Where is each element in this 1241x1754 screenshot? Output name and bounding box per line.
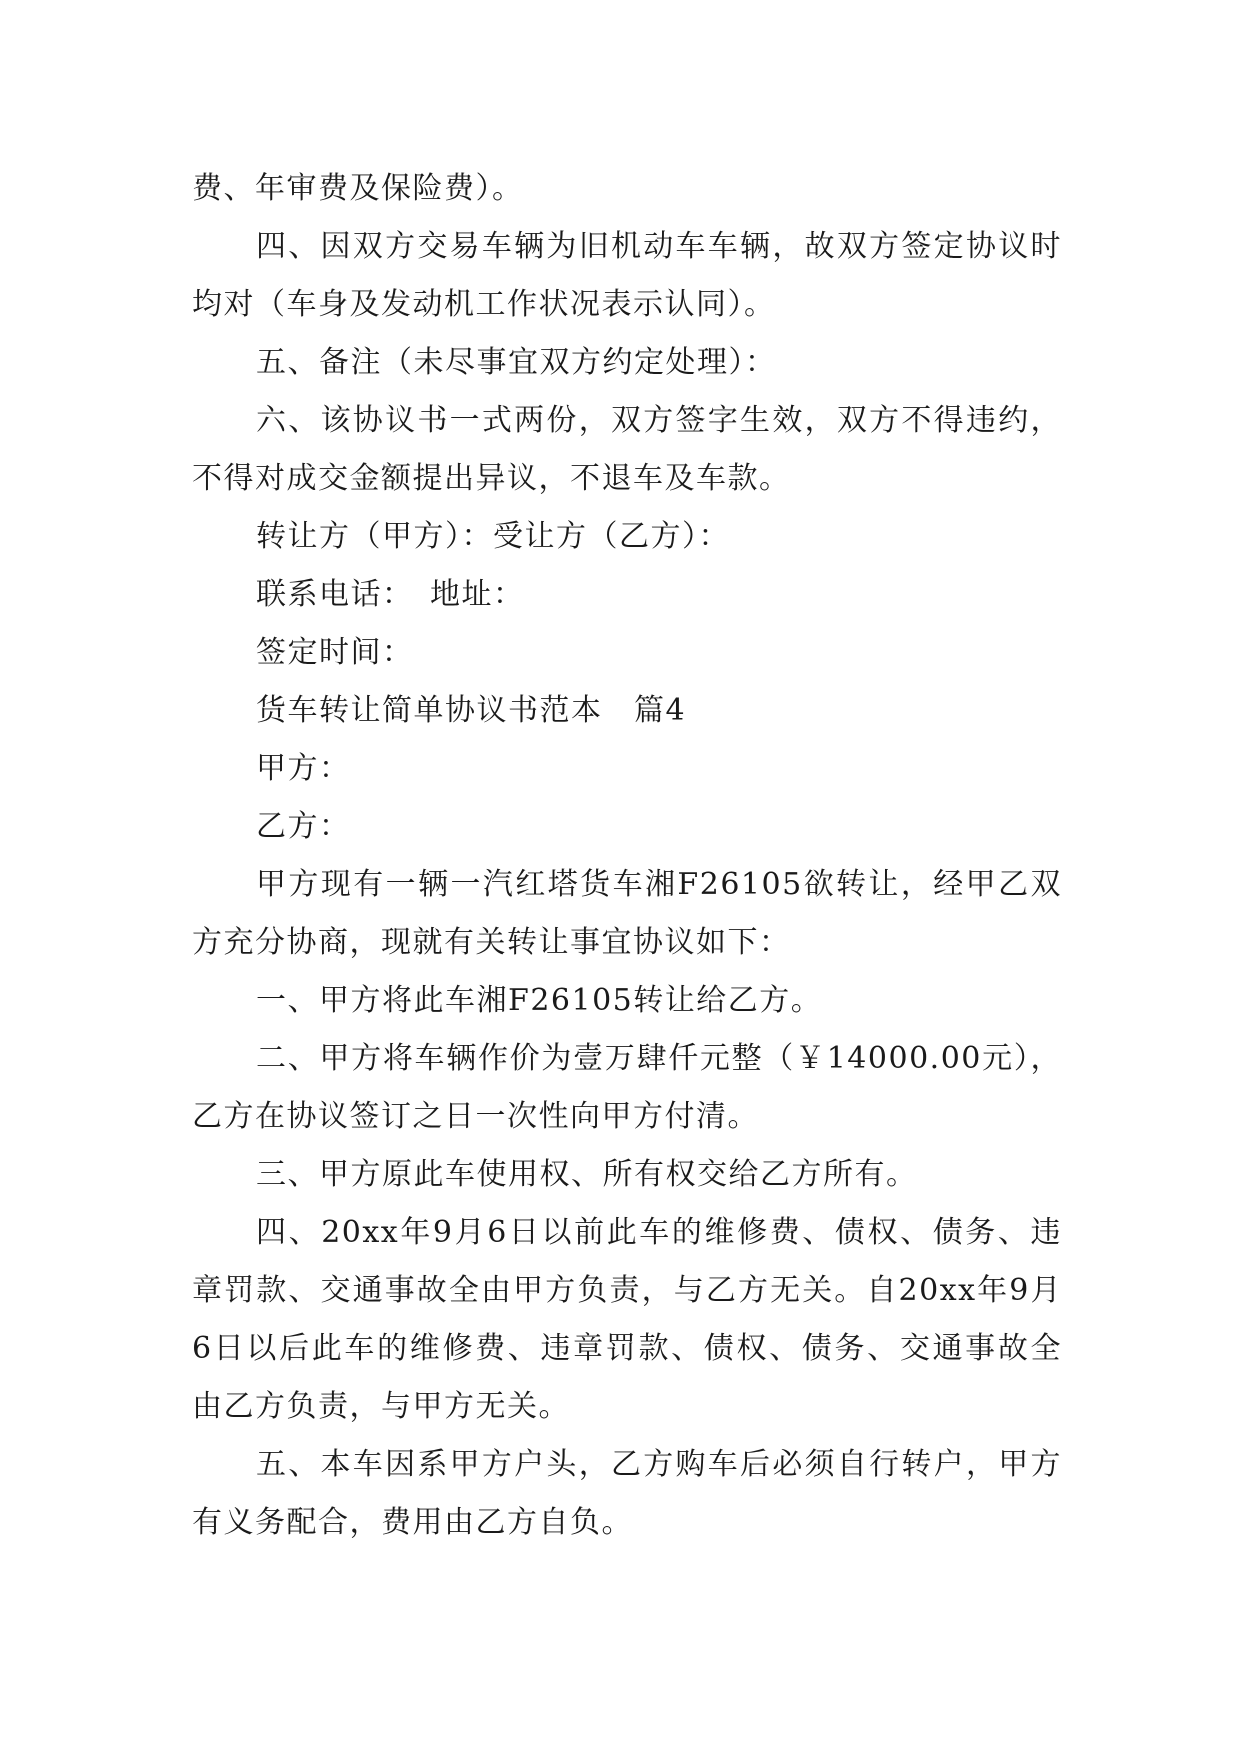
paragraph-term-2: 二、甲方将车辆作价为壹万肆仟元整（￥14000.00元），乙方在协议签订之日一次性向甲方付清。: [192, 1041, 1062, 1134]
document-body: [192, 160, 1062, 1552]
paragraph-clause-4: 四、因双方交易车辆为旧机动车车辆，故双方签定协议时均对（车身及发动机工作状况表示认同）。: [192, 229, 1062, 322]
paragraph-term-5: 五、本车因系甲方户头，乙方购车后必须自行转户，甲方有义务配合，费用由乙方自负。: [192, 1447, 1062, 1540]
sign-date-line: 签定时间：: [256, 635, 414, 670]
party-a-line: 甲方：: [256, 751, 351, 786]
section-title: 货车转让简单协议书范本 篇4: [256, 693, 687, 728]
paragraph-intro: 甲方现有一辆一汽红塔货车湘F26105欲转让，经甲乙双方充分协商，现就有关转让事宜协议如下：: [192, 867, 1062, 960]
party-b-line: 乙方：: [256, 809, 351, 844]
paragraph-term-4: 四、20xx年9月6日以前此车的维修费、债权、债务、违章罚款、交通事故全由甲方负责，与乙方无关。自20xx年9月6日以后此车的维修费、违章罚款、债权、债务、交通事故全由乙方负责，与甲方无关。: [192, 1215, 1062, 1424]
contact-line: 联系电话： 地址：: [256, 577, 525, 612]
paragraph-term-3: 三、甲方原此车使用权、所有权交给乙方所有。: [256, 1157, 918, 1192]
paragraph-clause-6: 六、该协议书一式两份，双方签字生效，双方不得违约，不得对成交金额提出异议，不退车及车款。: [192, 403, 1062, 496]
paragraph-clause-5: 五、备注（未尽事宜双方约定处理）：: [256, 345, 777, 380]
signature-parties-line: 转让方（甲方）：受让方（乙方）：: [256, 519, 730, 554]
paragraph-term-1: 一、甲方将此车湘F26105转让给乙方。: [256, 983, 823, 1018]
paragraph-continuation: 费、年审费及保险费）。: [192, 171, 524, 206]
